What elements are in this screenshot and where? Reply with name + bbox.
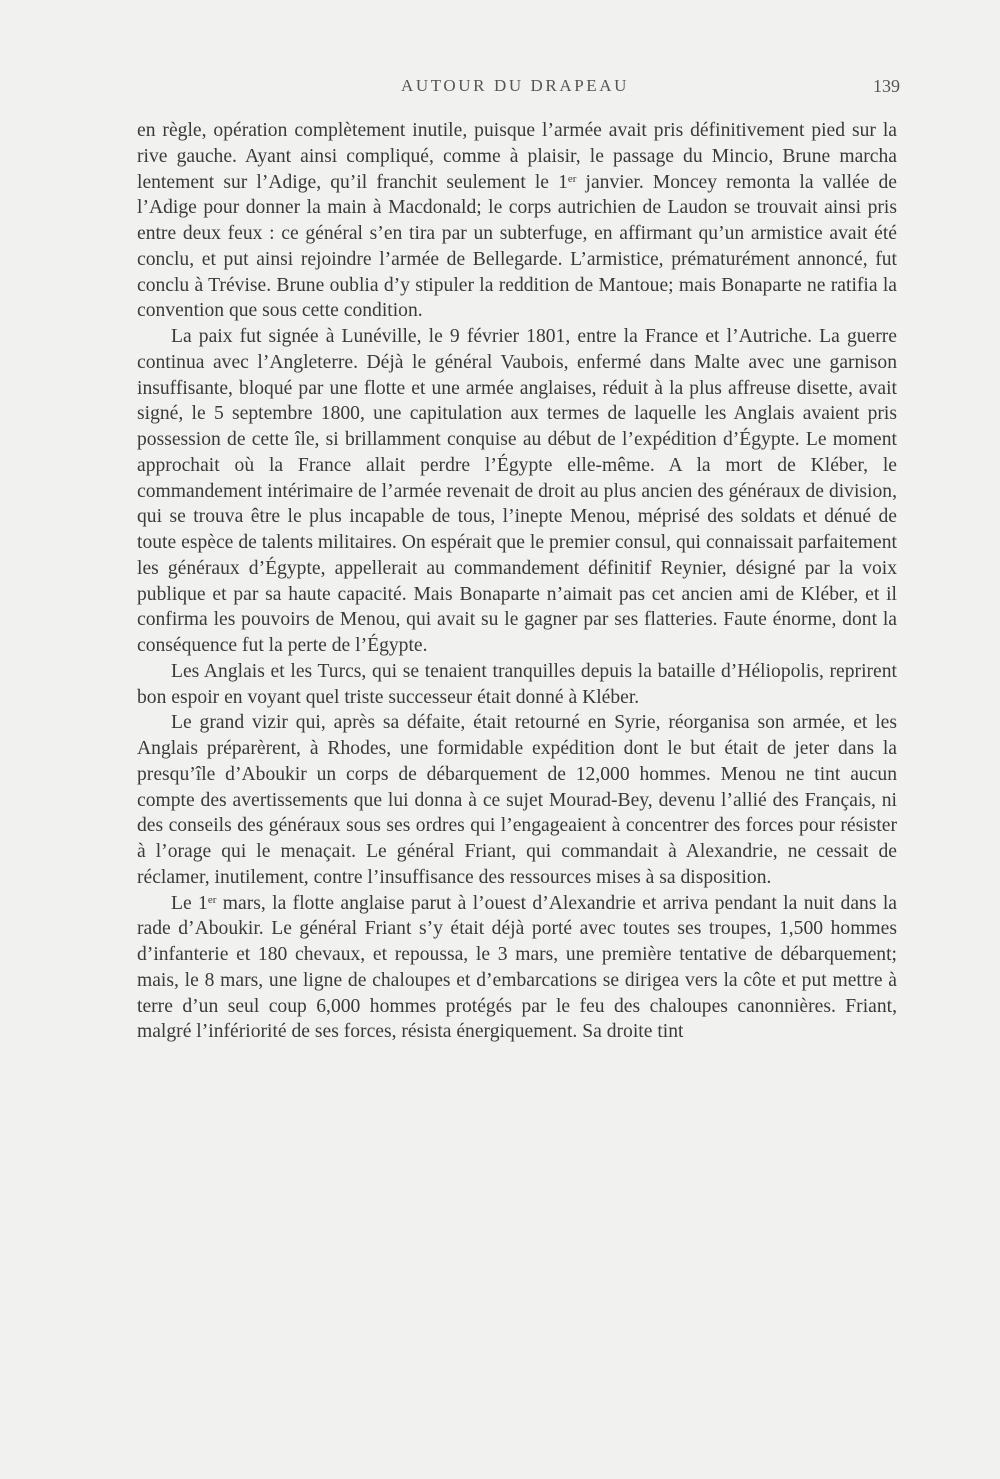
paragraph [137,324,897,659]
paragraph [137,710,897,890]
superscript: er [567,172,577,185]
running-title: AUTOUR DU DRAPEAU [400,76,630,95]
text-run: janvier. Moncey remonta la vallée de l’Adige pour donner la main à Macdonald; le corps autrichien de Laudon se trouvait ainsi pris entre deux feux : ce général s’en tira par un subterfuge, en affirmant qu’un armistice avait été conclu, et put ainsi rejoindre l’armée de Bellegarde. L’armistice, prématurément annoncé, fut conclu à Trévise. Brune oublia d’y stipuler la reddition de Mantoue; mais Bonaparte ne ratifia la convention que sous cette condition. [137,171,897,322]
text-run: Les Anglais et les Turcs, qui se tenaient tranquilles depuis la bataille d’Héliopolis, reprirent bon espoir en voyant quel triste successeur était donné à Kléber. [137,660,897,708]
paragraph [137,891,897,1046]
running-head [130,76,900,102]
paragraph [137,118,897,324]
text-run: Le 1 [171,892,208,914]
text-run: La paix fut signée à Lunéville, le 9 février 1801, entre la France et l’Autriche. La guerre continua avec l’Angleterre. Déjà le général Vaubois, enfermé dans Malte avec une garnison insuffisante, bloqué par une flotte et une armée anglaises, réduit à la plus affreuse disette, avait signé, le 5 septembre 1800, une capitulation aux termes de laquelle les Anglais avaient pris possession de cette île, si brillamment conquise au début de l’expédition d’Égypte. Le moment approchait où la France allait perdre l’Égypte elle-même. A la mort de Kléber, le commandement intérimaire de l’armée revenait de droit au plus ancien des généraux de division, qui se trouva être le plus incapable de tous, l’inepte Menou, méprisé des soldats et dénué de toute espèce de talents militaires. On espérait que le premier consul, qui connaissait parfaitement les généraux d’Égypte, appellerait au commandement définitif Reynier, désigné par la voix publique et par sa haute capacité. Mais Bonaparte n’aimait pas cet ancien ami de Kléber, et il confirma les pouvoirs de Menou, qui avait su le gagner par ses flatteries. Faute énorme, dont la conséquence fut la perte de l’Égypte. [137,326,897,656]
text-run: mars, la flotte anglaise parut à l’ouest d’Alexandrie et arriva pendant la nuit dans la rade d’Aboukir. Le général Friant s’y était déjà porté avec toutes ses troupes, 1,500 hommes d’infanterie et 180 chevaux, et repoussa, le 3 mars, une première tentative de débarquement; mais, le 8 mars, une ligne de chaloupes et d’embarcations se dirigea vers la côte et put mettre à terre d’un seul coup 6,000 hommes protégés par le feu des chaloupes canonnières. Friant, malgré l’infériorité de ses forces, résista énergiquement. Sa droite tint [137,892,897,1043]
page-number: 139 [873,76,900,96]
superscript: er [207,893,217,906]
paragraph [137,659,897,711]
text-run: Le grand vizir qui, après sa défaite, était retourné en Syrie, réorganisa son armée, et les Anglais préparèrent, à Rhodes, une formidable expédition dont le but était de jeter dans la presqu’île d’Aboukir un corps de débarquement de 12,000 hommes. Menou ne tint aucun compte des avertissements que lui donna à ce sujet Mourad-Bey, devenu l’allié des Français, ni des conseils des généraux sous ses ordres qui l’engageaient à concentrer des forces pour résister à l’orage qui le menaçait. Le général Friant, qui commandait à Alexandrie, ne cessait de réclamer, inutilement, contre l’insuffisance des ressources mises à sa disposition. [137,712,897,888]
text-run: en règle, opération complètement inutile, puisque l’armée avait pris définitivement pied sur la rive gauche. Ayant ainsi compliqué, comme à plaisir, le passage du Mincio, Brune marcha lentement sur l’Adige, qu’il franchit seulement le 1 [137,120,897,193]
body-text [137,118,897,1045]
